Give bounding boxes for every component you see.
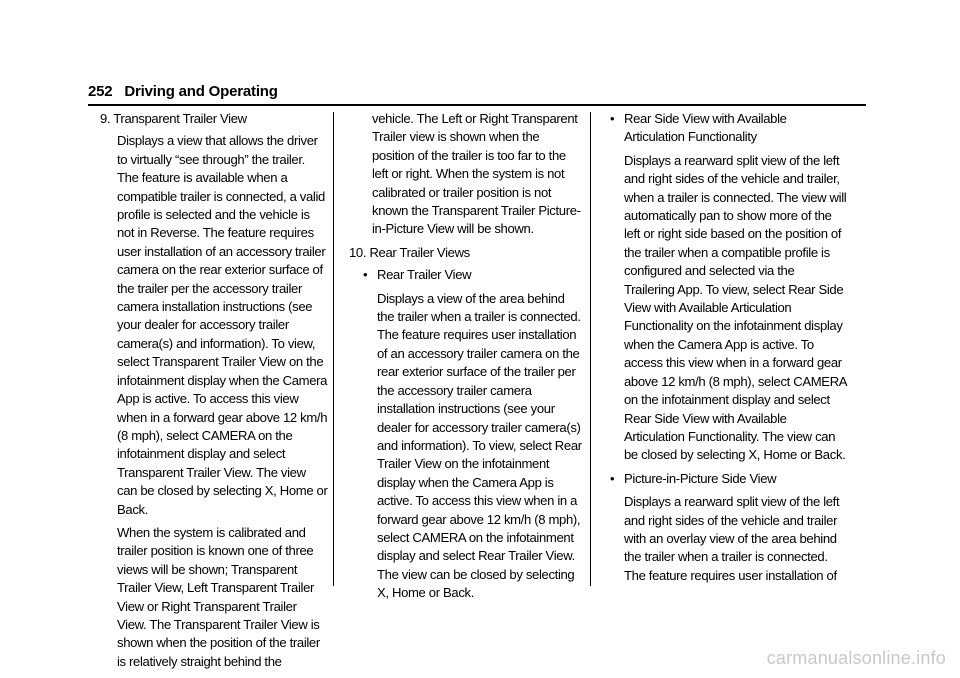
bullet-icon: •: [610, 111, 615, 126]
section-title: Driving and Operating: [124, 83, 278, 100]
item-9-continued-text: vehicle. The Left or Right Transparent Trailer view is shown when the position of the trailer is too far to the left or right. When the system is not calibrated or trailer position is not known the Transparent Trailer Picture-in-Picture View will be shown.: [372, 111, 581, 237]
item-9-title: 9. Transparent Trailer View: [100, 111, 247, 126]
bullet-title: Picture-in-Picture Side View: [624, 470, 777, 486]
column-1: [100, 110, 328, 676]
bullet-title: Rear Trailer View: [377, 267, 472, 283]
bullet-icon: •: [363, 267, 368, 283]
header-rule: [88, 104, 866, 106]
column-3: [608, 110, 848, 590]
rear-trailer-view-bullet: [363, 266, 583, 284]
page-number: 252: [88, 83, 113, 100]
bullet-icon: •: [610, 470, 615, 486]
column-divider-2: [590, 112, 591, 586]
column-divider-1: [333, 112, 334, 586]
item-9-description: Displays a view that allows the driver to virtually “see through” the trailer. The feature is available when a compatible trailer is connected, a valid profile is selected and the vehicle is not in Reverse. The feature requires user installation of an accessory trailer camera on the rear exterior surface of the trailer per the accessory trailer camera installation instructions (see your dealer for accessory trailer camera(s) and information). To view, select Transparent Trailer View on the infotainment display when the Camera App is active. To access this view when in a forward gear above 12 km/h (8 mph), select CAMERA on the infotainment display and select Transparent Trailer View. The view can be closed by selecting X, Home or Back.: [117, 133, 328, 517]
column-2: [349, 110, 583, 608]
watermark: carmanualsonline.info: [766, 648, 946, 668]
picture-in-picture-description: Displays a rearward split view of the left and right sides of the vehicle and trailer with an overlay view of the area behind the trailer when a trailer is connected. The feature requires user installation of: [624, 494, 840, 583]
bullet-title: Rear Side View with Available Articulation Functionality: [624, 111, 787, 145]
rear-side-view-bullet: [610, 110, 848, 147]
item-9-calibration-text: When the system is calibrated and trailer position is known one of three views will be shown; Transparent Trailer View, Left Transparent Trailer View or Right Transparent Trailer View. The Transparent Trailer View is shown when the position of the trailer is relatively straight behind the: [117, 524, 320, 669]
item-10-title: 10. Rear Trailer Views: [349, 244, 470, 260]
rear-trailer-view-description: Displays a view of the area behind the trailer when a trailer is connected. The feature requires user installation of an accessory trailer camera on the rear exterior surface of the trailer per the accessory trailer camera installation instructions (see your dealer for accessory trailer camera(s) and information). To view, select Rear Trailer View on the infotainment display when the Camera App is active. To access this view when in a forward gear above 12 km/h (8 mph), select CAMERA on the infotainment display and select Rear Trailer View. The view can be closed by selecting X, Home or Back.: [377, 290, 582, 601]
rear-side-view-description: Displays a rearward split view of the left and right sides of the vehicle and trailer, when a trailer is connected. The view will automatically pan to show more of the left or right side based on the position of the trailer when a compatible profile is configured and selected via the Trailering App. To view, select Rear Side View with Available Articulation Functionality on the infotainment display when the Camera App is active. To access this view when in a forward gear above 12 km/h (8 mph), select CAMERA on the infotainment display and select Rear Side View with Available Articulation Functionality. The view can be closed by selecting X, Home or Back.: [624, 152, 847, 463]
picture-in-picture-bullet: [610, 470, 848, 488]
page-header: [88, 83, 278, 100]
